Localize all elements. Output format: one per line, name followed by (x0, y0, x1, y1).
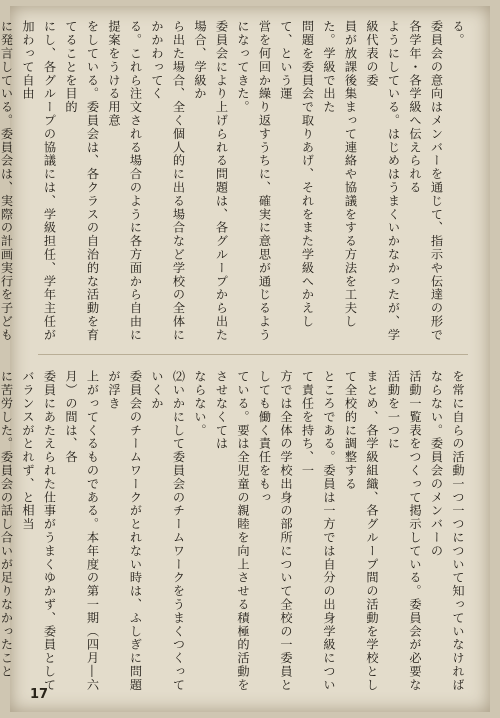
bottom-text-column: 方では全体の学校出身の部所について全校の一委員としても働く責任をもっ (257, 370, 293, 692)
bottom-text-column: ⑵いかにして委員会のチームワークをうまくつくっていくか (150, 370, 186, 692)
bottom-text-column: に苦労した。委員会の話し合いが足りなかったこと (0, 370, 14, 679)
section-divider (38, 354, 468, 355)
bottom-text-column: まとめ、各学級組織、各グループ間の活動を学校として全校的に調整する (343, 370, 379, 692)
top-text-column: 問題を委員会で取りあげ、それをまた学級へかえして、という運 (279, 20, 315, 329)
top-text-column: 委員会により上げられる問題は、各グループから出た場合、学級か (193, 20, 229, 342)
top-text-column: 営を何回か繰り返すうちに、確実に意思が通じるようになってきた。 (236, 20, 272, 342)
top-text-section (0, 20, 468, 344)
top-text-column: をしている。委員会は、各クラスの自治的な活動を育てることを目的 (64, 20, 100, 342)
bottom-text-column: 上がってくるものである。本年度の第一期（四月―六月）の間は、各 (64, 370, 100, 692)
bottom-text-column: ならない。 (193, 370, 207, 437)
top-text-column: る。これら注文される場合のように各方面から自由に提案をうける用意 (107, 20, 143, 342)
bottom-text-column: ている。要は全児童の親睦を向上させる積極的活動をさせなくては (214, 370, 250, 692)
bottom-text-column: を常に自らの活動一つ一つについて知っていなければならない。委員会のメンバーの (429, 370, 465, 692)
bottom-text-column: 委員会のチームワークがとれない時は、ふしぎに問題が浮き (107, 370, 143, 692)
page-number: 17 (30, 687, 49, 702)
bottom-text-column: ところである。委員は一方では自分の出身学級について責任を持ち、一 (300, 370, 336, 692)
top-text-column: 委員会の意向はメンバーを通じて、指示や伝達の形で各学年・各学級へ伝えられる (408, 20, 444, 342)
bottom-text-column: 活動一覧表をつくって掲示している。委員会が必要な活動を一つに (386, 370, 422, 692)
bottom-text-column: 委員にあたえられた仕事がうまくゆかず、委員としてバランスがとれず、と相当 (21, 370, 57, 692)
top-text-column: ようにしている。はじめはうまくいかなかったが、学級代表の委 (365, 20, 401, 342)
top-text-column: 員が放課後集まって連絡や協議をする方法を工夫した。学級で出た (322, 20, 358, 329)
top-text-column: ら出た場合、全く個人的に出る場合など学校の全体にかかわってく (150, 20, 186, 342)
top-text-column: に発言している。委員会は、実際の計画実行を子ども (0, 20, 14, 342)
top-text-column: る。 (451, 20, 465, 47)
top-text-column: にし、各グループの協議には、学級担任、学年主任が加わって自由 (21, 20, 57, 342)
document-page (0, 6, 490, 712)
